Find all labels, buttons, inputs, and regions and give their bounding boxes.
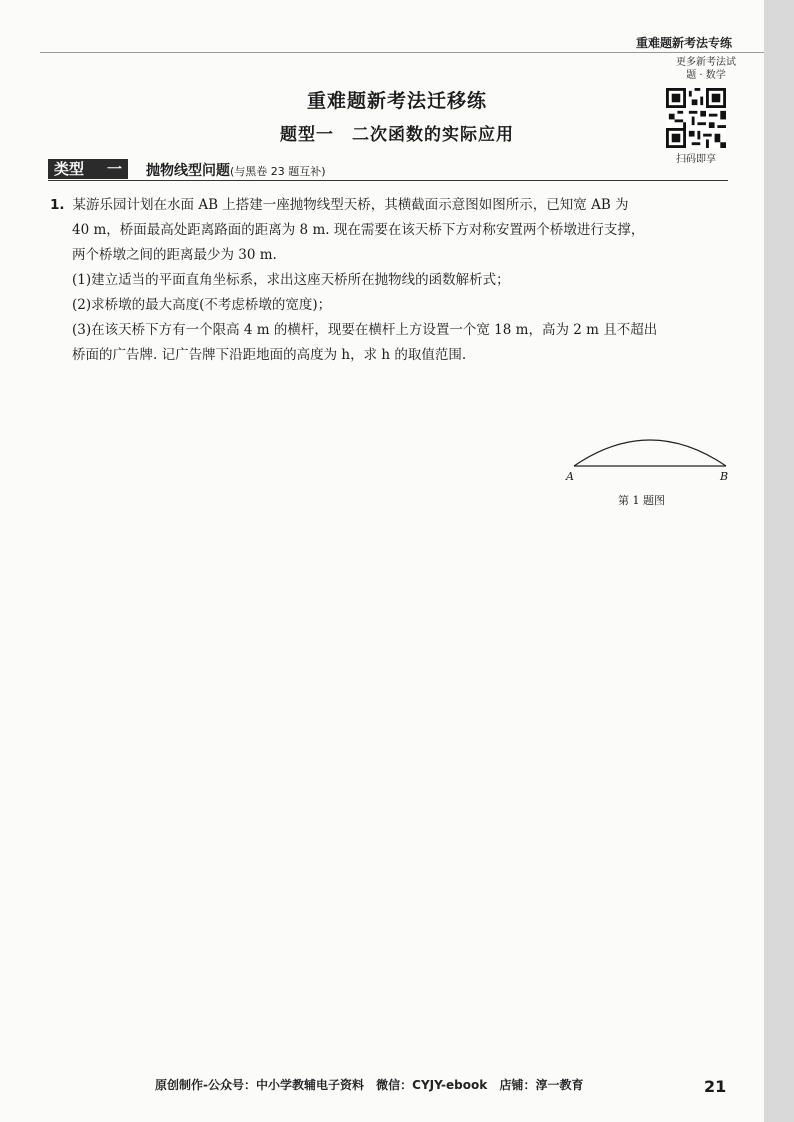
running-head: 重难题新考法专练 — [635, 36, 732, 50]
problem-1 — [50, 193, 732, 368]
header-rule — [40, 52, 764, 53]
footer-middle: 微信：CYJY-ebook — [376, 1078, 488, 1092]
point-a-label: A — [566, 470, 574, 483]
page-title: 重难题新考法迁移练 — [306, 90, 487, 112]
section-title-text: 抛物线型问题 — [146, 163, 230, 179]
problem-stem-line-1: 1. 某游乐园计划在水面 AB 上搭建一座抛物线型天桥，其横截面示意图如图所示，已知宽 AB 为 — [50, 197, 629, 213]
qr-caption-bottom: 扫码即享 — [676, 154, 716, 165]
problem-part-2: (2)求桥墩的最大高度(不考虑桥墩的宽度)； — [72, 297, 332, 313]
point-b-label: B — [720, 470, 729, 483]
footer-right: 店铺：淳一教育 — [499, 1078, 584, 1092]
problem-part-3-cont: 桥面的广告牌. 记广告牌下沿距地面的高度为 h，求 h 的取值范围. — [72, 347, 467, 363]
section-tag — [48, 159, 128, 179]
section-tag-number: 一 — [106, 160, 122, 178]
section-rule — [48, 180, 728, 181]
section-note: (与黑卷 23 题互补) — [230, 165, 326, 178]
problem-stem-line-2: 40 m，桥面最高处距离路面的距离为 8 m. 现在需要在该天桥下方对称安置两个桥墩进行支撑， — [72, 222, 645, 238]
problem-number: 1. — [50, 197, 65, 213]
qr-caption-top: 更多新考法试题 · 数学 — [676, 57, 736, 81]
section-title — [146, 160, 326, 180]
parabola-diagram — [566, 428, 736, 488]
footer-left: 原创制作-公众号：中小学教辅电子资料 — [155, 1078, 364, 1092]
section-header — [48, 158, 728, 182]
page-subtitle: 题型一 二次函数的实际应用 — [280, 125, 514, 145]
section-tag-label: 类型 — [54, 160, 85, 178]
problem-part-3: (3)在该天桥下方有一个限高 4 m 的横杆，现要在横杆上方设置一个宽 18 m，高为 2 m 且不超出 — [72, 322, 658, 338]
parabola-arc — [574, 440, 726, 466]
figure-caption: 第 1 题图 — [618, 494, 665, 507]
page-number: 21 — [704, 1077, 727, 1096]
problem-stem-line-3: 两个桥墩之间的距离最少为 30 m. — [72, 247, 277, 263]
footer — [155, 1076, 591, 1093]
bridge-figure — [566, 428, 736, 518]
page-edge-strip — [764, 0, 794, 1122]
problem-part-1: (1)建立适当的平面直角坐标系，求出这座天桥所在抛物线的函数解析式； — [72, 272, 510, 288]
